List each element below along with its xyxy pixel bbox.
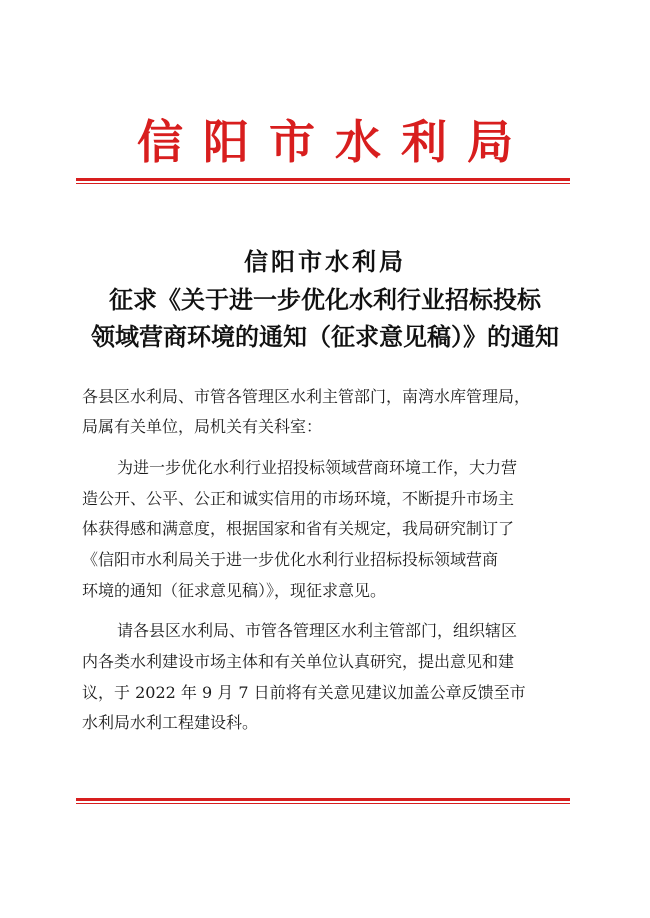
salutation-line-1: 各县区水利局、市管各管理区水利主管部门，南湾水库管理局， [82,387,531,406]
footer-divider [76,798,570,804]
paragraph-2-line-3: 议，于 2022 年 9 月 7 日前将有关意见建议加盖公章反馈至市 [82,683,526,702]
paragraph-1-line-2: 造公开、公平、公正和诚实信用的市场环境，不断提升市场主 [82,489,515,508]
agency-masthead: 信阳市水利局 [137,115,533,169]
salutation-line-2: 局属有关单位，局机关有关科室： [82,417,323,436]
masthead-divider [76,178,570,184]
paragraph-1-line-5: 环境的通知（征求意见稿）》，现征求意见。 [82,581,387,600]
document-title-line-2: 征求《关于进一步优化水利行业招标投标 [109,285,541,314]
paragraph-1-line-1: 为进一步优化水利行业招投标领域营商环境工作，大力营 [117,458,518,477]
paragraph-2-line-4: 水利局水利工程建设科。 [82,713,259,732]
paragraph-2-line-2: 内各类水利建设市场主体和有关单位认真研究，提出意见和建 [82,652,515,671]
document-title-line-1: 信阳市水利局 [244,247,406,276]
paragraph-1-line-3: 体获得感和满意度，根据国家和省有关规定，我局研究制订了 [82,519,515,538]
document-title-line-3: 领域营商环境的通知（征求意见稿）》的通知 [91,322,559,351]
paragraph-1-line-4: 《信阳市水利局关于进一步优化水利行业招标投标领域营商 [82,550,499,569]
paragraph-2-line-1: 请各县区水利局、市管各管理区水利主管部门，组织辖区 [117,621,518,640]
